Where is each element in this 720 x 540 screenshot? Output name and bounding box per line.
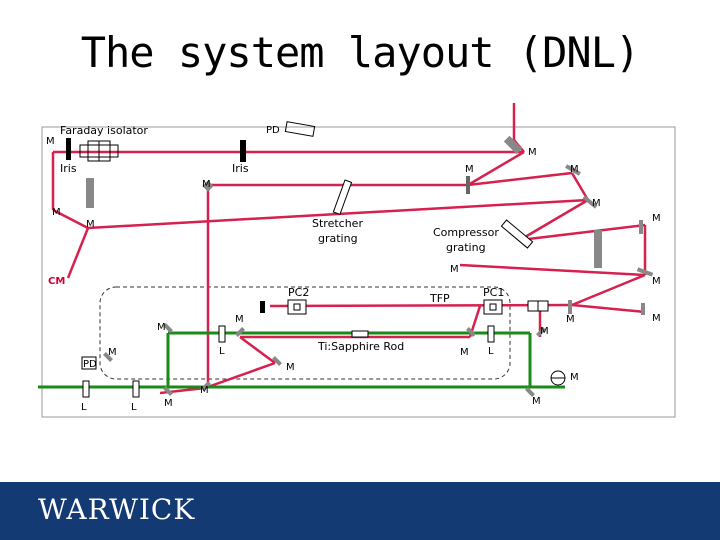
compressor-label-line1: Compressor (433, 226, 499, 239)
pc1-label: PC1 (483, 286, 505, 299)
mirror-label: M (108, 347, 117, 358)
mirror-label: M (652, 313, 661, 324)
mirror-label: M (202, 179, 211, 190)
mirror-label: M (164, 398, 173, 409)
iris-right-label: Iris (232, 162, 249, 175)
output-optic (551, 371, 565, 385)
iris-right (240, 140, 246, 162)
mirror-label: M (200, 385, 209, 396)
tisapphire-label: Ti:Sapphire Rod (318, 340, 405, 353)
iris-left (66, 138, 71, 160)
mirror-label: M (235, 314, 244, 325)
pd-top-label: PD (266, 125, 280, 136)
ti-sapphire-rod (352, 331, 368, 337)
mirror-label: M (528, 147, 537, 158)
mirror-label: M (157, 322, 166, 333)
mirror-label: M (450, 264, 459, 275)
mirror-label: M (570, 164, 579, 175)
pd-top (285, 122, 314, 137)
stretcher-label (312, 217, 366, 245)
mirror-label: M (592, 198, 601, 209)
mirror-label: M (652, 276, 661, 287)
lens-label: L (131, 402, 137, 413)
mirror-label: M (52, 207, 61, 218)
mirror-label: M (465, 164, 474, 175)
stretcher-mirror-block (86, 178, 94, 208)
stretcher-label-line2: grating (318, 232, 358, 245)
mirror-label: M (286, 362, 295, 373)
iris-left-label: Iris (60, 162, 77, 175)
slide-title: The system layout (DNL) (80, 28, 640, 77)
pc2-label: PC2 (288, 286, 310, 299)
mirror-label: M (652, 213, 661, 224)
tfp-label: TFP (430, 292, 450, 305)
mirror-label: M (570, 372, 579, 383)
mirror-labels (46, 136, 661, 409)
mirror-label: M (540, 326, 549, 337)
faraday-label: Faraday isolator (60, 124, 148, 137)
warwick-logo: WARWICK (38, 493, 196, 526)
mirror-label: M (46, 136, 55, 147)
pd-bottom-label: PD (83, 359, 97, 370)
lens-label: L (219, 346, 225, 357)
compressor-label (433, 226, 502, 254)
mirror-label: M (460, 347, 469, 358)
compressor-label-line2: grating (446, 241, 486, 254)
cm-label: CM (48, 276, 66, 287)
stretcher-label-line1: Stretcher (312, 217, 363, 230)
lens-label: L (81, 402, 87, 413)
mirror-label: M (86, 219, 95, 230)
compressor-block (594, 230, 602, 268)
pc1-cell (484, 300, 548, 314)
lens-label: L (488, 346, 494, 357)
mirror-label: M (566, 314, 575, 325)
mirror-label: M (532, 396, 541, 407)
